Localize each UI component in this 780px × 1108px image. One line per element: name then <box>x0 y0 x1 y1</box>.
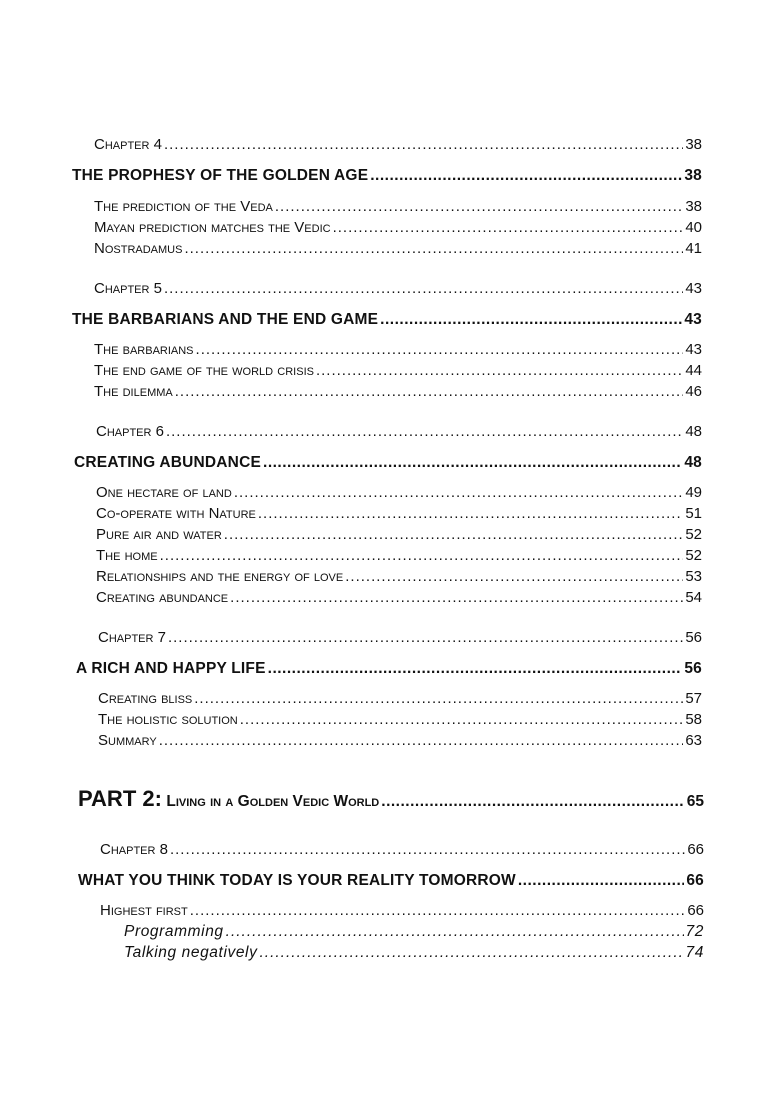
dot-leader <box>263 454 682 472</box>
toc-entry[interactable] <box>94 198 702 215</box>
toc-entry[interactable] <box>98 711 702 728</box>
toc-entry-label: The dilemma <box>94 383 173 400</box>
dot-leader <box>268 660 683 678</box>
toc-entry[interactable] <box>96 484 702 501</box>
toc-page-number: 56 <box>685 629 702 646</box>
dot-leader <box>333 219 684 236</box>
toc-entry-label: Highest first <box>100 902 188 919</box>
toc-entry-label: Nostradamus <box>94 240 183 257</box>
toc-entry-label: One hectare of land <box>96 484 232 501</box>
dot-leader <box>194 690 683 707</box>
toc-page-number: 65 <box>686 793 704 810</box>
part-number: PART 2: <box>78 786 162 811</box>
toc-page-number: 57 <box>685 690 702 707</box>
dot-leader <box>275 198 683 215</box>
toc-page-number: 49 <box>685 484 702 501</box>
toc-entry[interactable] <box>98 732 702 749</box>
toc-entry-label: Co-operate with Nature <box>96 505 256 522</box>
toc-heading-barbarians[interactable] <box>72 311 702 329</box>
toc-entry[interactable] <box>94 240 702 257</box>
toc-entry-label: Chapter 5 <box>94 280 162 297</box>
dot-leader <box>381 793 684 811</box>
toc-entry-label: The barbarians <box>94 341 194 358</box>
toc-chapter-7[interactable] <box>98 629 702 646</box>
toc-entry-label: Chapter 8 <box>100 841 168 858</box>
toc-entry-label: Pure air and water <box>96 526 222 543</box>
dot-leader <box>370 167 682 185</box>
toc-entry[interactable] <box>96 505 702 522</box>
toc-entry-label: WHAT YOU THINK TODAY IS YOUR REALITY TOMORROW <box>78 872 516 889</box>
toc-entry[interactable] <box>98 690 702 707</box>
dot-leader <box>226 923 684 941</box>
toc-page-number: 66 <box>687 841 704 858</box>
toc-entry-label: THE PROPHESY OF THE GOLDEN AGE <box>72 167 369 184</box>
toc-entry[interactable] <box>94 341 702 358</box>
toc-entry-label: Creating bliss <box>98 690 193 707</box>
toc-heading-prophesy[interactable] <box>72 167 702 185</box>
toc-entry-label: Mayan prediction matches the Vedic <box>94 219 331 236</box>
toc-entry[interactable] <box>96 568 702 585</box>
toc-entry-label: CREATING ABUNDANCE <box>74 454 262 471</box>
toc-entry-label: A RICH AND HAPPY LIFE <box>76 660 266 677</box>
toc-heading-what-you-think[interactable] <box>78 872 704 890</box>
toc-page-number: 52 <box>685 526 702 543</box>
toc-entry-label: Chapter 6 <box>96 423 164 440</box>
toc-heading-rich-happy-life[interactable] <box>76 660 702 678</box>
toc-chapter-6[interactable] <box>96 423 702 440</box>
dot-leader <box>240 711 684 728</box>
toc-page-number: 40 <box>685 219 702 236</box>
toc-entry-label: Programming <box>124 923 224 940</box>
toc-page-number: 38 <box>685 198 702 215</box>
toc-page-number: 46 <box>685 383 702 400</box>
dot-leader <box>166 423 683 440</box>
dot-leader <box>380 311 682 329</box>
part-title: Living in a Golden Vedic World <box>166 793 380 810</box>
toc-page-number: 43 <box>684 311 702 328</box>
toc-page-number: 43 <box>685 341 702 358</box>
toc-heading-abundance[interactable] <box>74 454 702 472</box>
toc-entry[interactable] <box>100 902 704 919</box>
toc-page-number: 48 <box>685 423 702 440</box>
toc-page-number: 58 <box>685 711 702 728</box>
toc-entry[interactable] <box>96 526 702 543</box>
toc-entry[interactable] <box>96 547 702 564</box>
toc-page-number: 56 <box>684 660 702 677</box>
toc-entry-label: The holistic solution <box>98 711 238 728</box>
dot-leader <box>316 362 683 379</box>
toc-entry[interactable] <box>96 589 702 606</box>
toc-page-number: 41 <box>685 240 702 257</box>
toc-page-number: 66 <box>686 872 704 889</box>
dot-leader <box>230 589 683 606</box>
toc-subentry[interactable] <box>124 923 704 941</box>
dot-leader <box>159 732 684 749</box>
dot-leader <box>184 240 683 257</box>
toc-subentry[interactable] <box>124 944 704 962</box>
dot-leader <box>175 383 684 400</box>
toc-page-number: 38 <box>684 167 702 184</box>
dot-leader <box>164 280 683 297</box>
dot-leader <box>168 629 683 646</box>
toc-entry-label: Relationships and the energy of love <box>96 568 344 585</box>
toc-entry-label <box>78 786 381 812</box>
toc-page-number: 43 <box>685 280 702 297</box>
toc-entry[interactable] <box>94 383 702 400</box>
toc-entry-label: Chapter 7 <box>98 629 166 646</box>
toc-entry-label: Summary <box>98 732 157 749</box>
toc-page-number: 44 <box>685 362 702 379</box>
toc-entry-label: Talking negatively <box>124 944 258 961</box>
toc-entry-label: The end game of the world crisis <box>94 362 314 379</box>
toc-page-number: 72 <box>685 923 704 940</box>
toc-entry-label: Chapter 4 <box>94 136 162 153</box>
toc-page-number: 48 <box>684 454 702 471</box>
toc-page-number: 38 <box>685 136 702 153</box>
toc-page-number: 51 <box>685 505 702 522</box>
dot-leader <box>234 484 683 501</box>
toc-page-number: 63 <box>685 732 702 749</box>
toc-entry[interactable] <box>94 219 702 236</box>
toc-page-number: 53 <box>685 568 702 585</box>
toc-chapter-5[interactable] <box>94 280 702 297</box>
dot-leader <box>518 872 684 890</box>
dot-leader <box>224 526 684 543</box>
dot-leader <box>196 341 684 358</box>
toc-entry-label: The home <box>96 547 158 564</box>
toc-entry-label: THE BARBARIANS AND THE END GAME <box>72 311 379 328</box>
toc-page-number: 66 <box>687 902 704 919</box>
dot-leader <box>190 902 686 919</box>
toc-entry-label: The prediction of the Veda <box>94 198 273 215</box>
toc-part-2[interactable] <box>78 786 704 812</box>
dot-leader <box>160 547 684 564</box>
toc-page-number: 52 <box>685 547 702 564</box>
dot-leader <box>259 944 683 962</box>
toc-page-number: 54 <box>685 589 702 606</box>
dot-leader <box>345 568 683 585</box>
toc-chapter-8[interactable] <box>100 841 704 858</box>
dot-leader <box>164 136 683 153</box>
toc-chapter-4[interactable] <box>94 136 702 153</box>
toc-entry[interactable] <box>94 362 702 379</box>
dot-leader <box>170 841 685 858</box>
dot-leader <box>258 505 683 522</box>
toc-entry-label: Creating abundance <box>96 589 229 606</box>
toc-page-number: 74 <box>685 944 704 961</box>
